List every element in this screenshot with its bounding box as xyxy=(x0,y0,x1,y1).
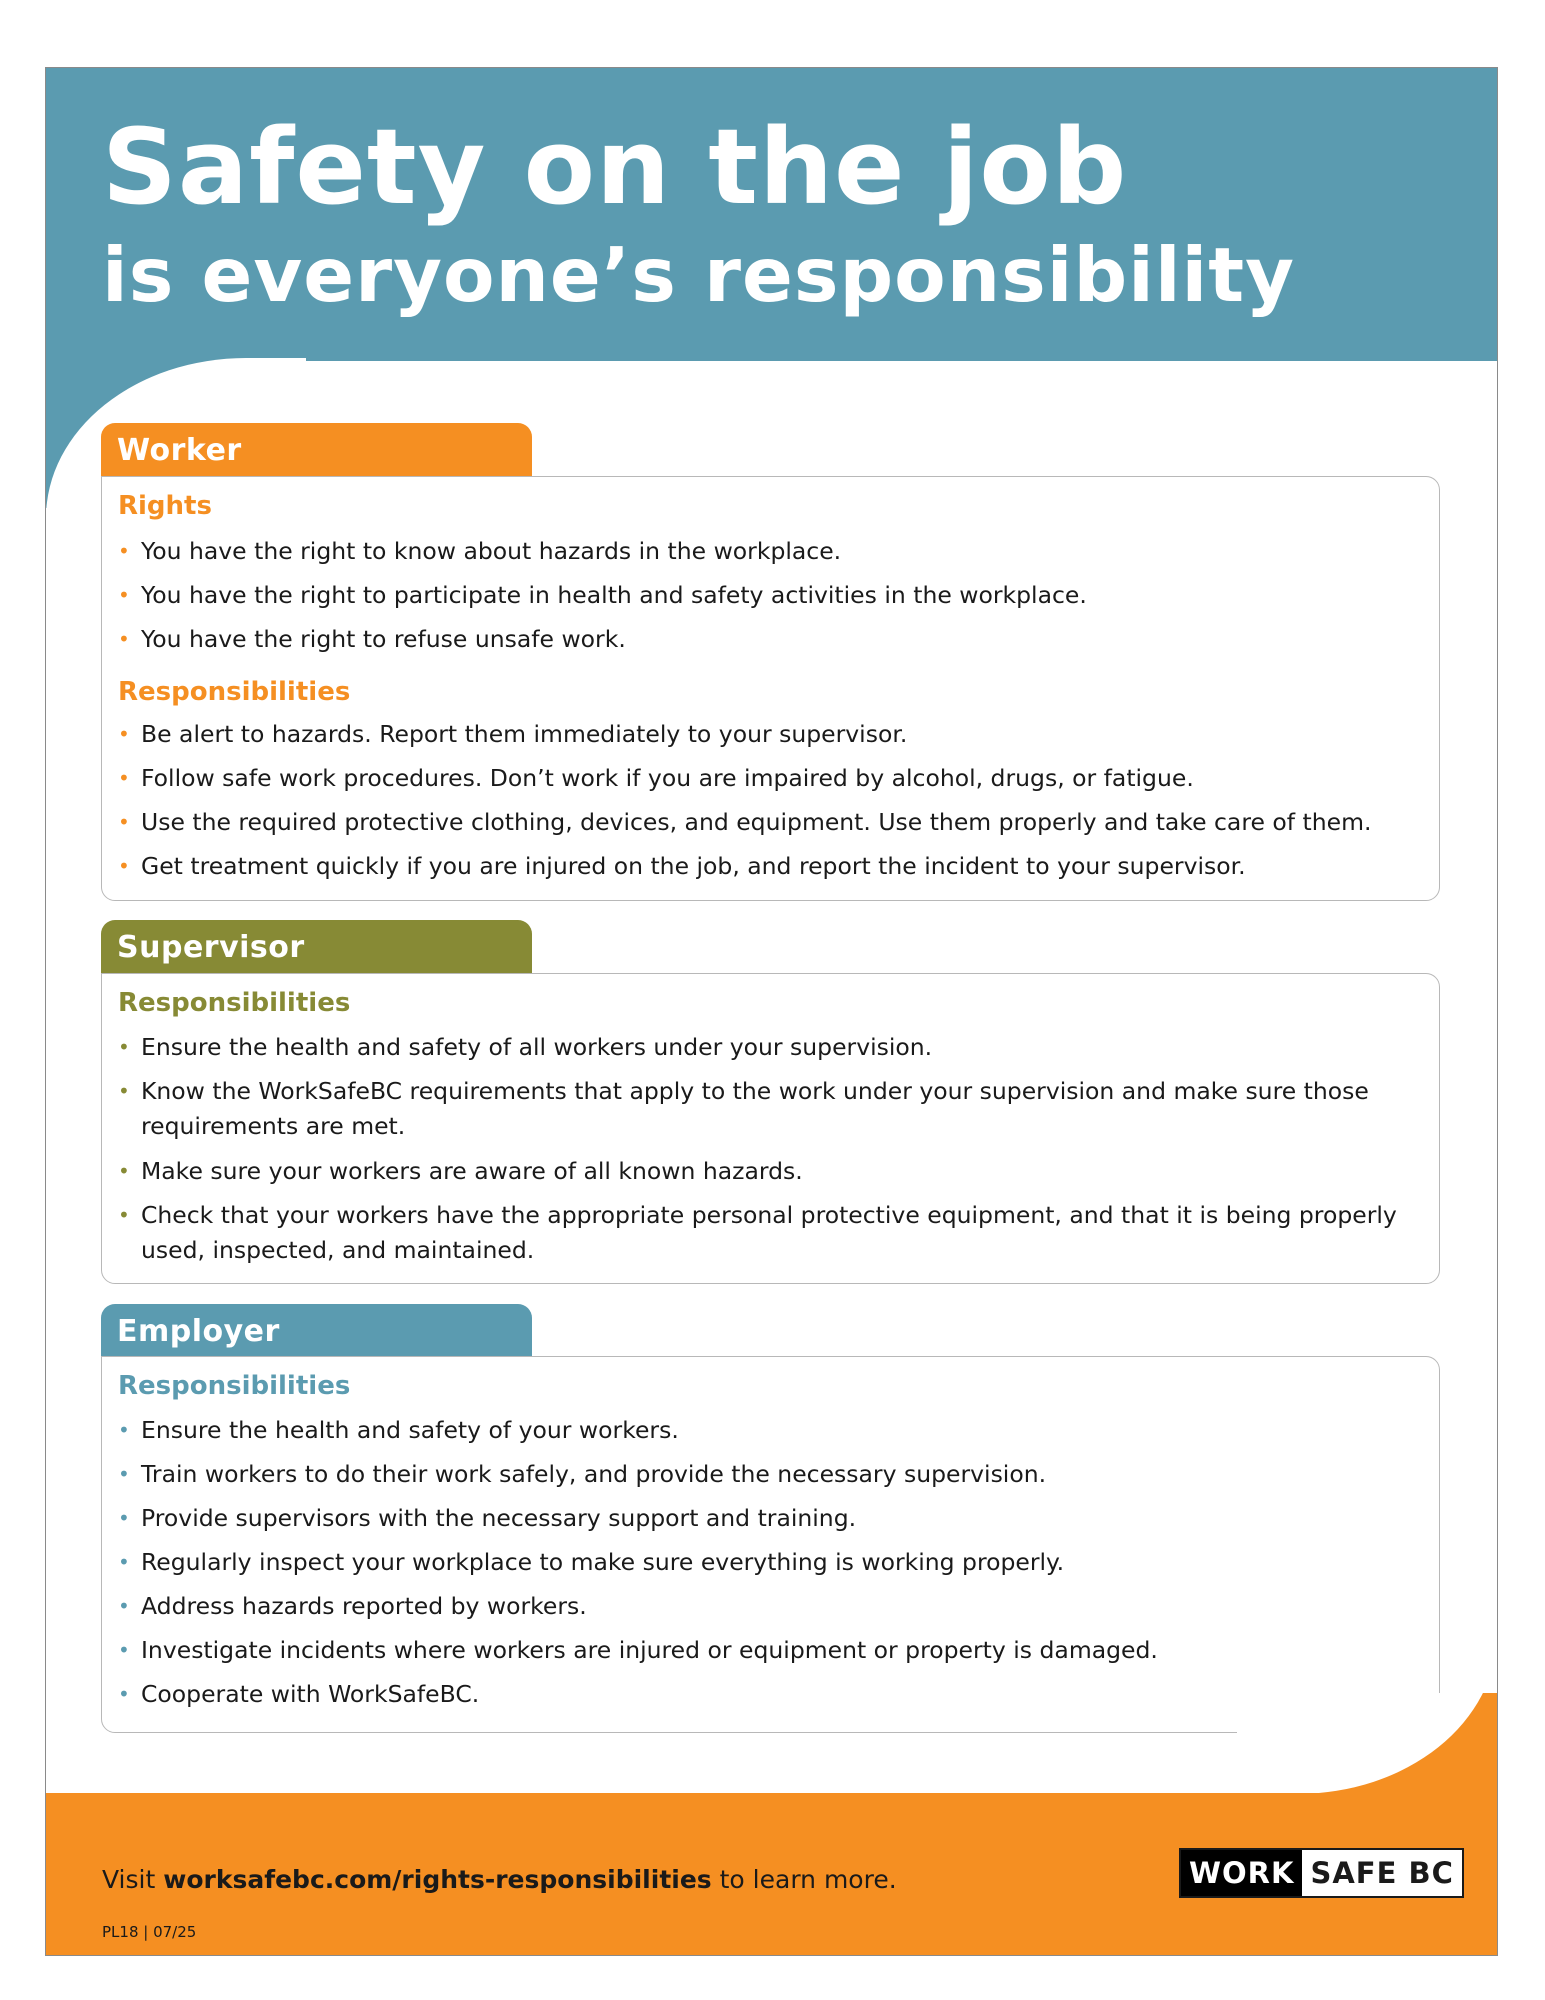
list-item: Know the WorkSafeBC requirements that apply to the work under your supervision and make sure those requirements are met. xyxy=(141,1077,1369,1140)
worksafebc-logo xyxy=(1179,1848,1464,1898)
list-item: Address hazards reported by workers. xyxy=(141,1592,587,1620)
bullet: • xyxy=(118,1638,130,1662)
list-item: Follow safe work procedures. Don’t work if you are impaired by alcohol, drugs, or fatigue. xyxy=(141,764,1194,792)
bullet: • xyxy=(118,1079,130,1103)
worker-rights-heading: Rights xyxy=(118,491,212,521)
poster xyxy=(45,67,1498,1956)
footer-visit-text xyxy=(102,1865,897,1894)
list-item: Ensure the health and safety of all workers under your supervision. xyxy=(141,1033,933,1061)
list-item: Ensure the health and safety of your workers. xyxy=(141,1416,679,1444)
list-item: Get treatment quickly if you are injured on the job, and report the incident to your supervisor. xyxy=(141,852,1246,880)
document-code: PL18 | 07/25 xyxy=(102,1923,197,1941)
bullet: • xyxy=(118,539,130,563)
list-item: You have the right to participate in health and safety activities in the workplace. xyxy=(141,581,1087,609)
bullet: • xyxy=(118,1682,130,1706)
visit-link[interactable]: worksafebc.com/rights-responsibilities xyxy=(163,1865,712,1894)
employer-tab: Employer xyxy=(101,1304,532,1358)
list-item: Check that your workers have the appropriate personal protective equipment, and that it is being properly used, inspected, and maintained. xyxy=(141,1201,1397,1264)
bullet: • xyxy=(118,1462,130,1486)
page-title: Safety on the job xyxy=(102,106,1128,228)
bullet: • xyxy=(118,722,130,746)
bullet: • xyxy=(118,1035,130,1059)
supervisor-section xyxy=(101,973,1440,1284)
list-item: Regularly inspect your workplace to make sure everything is working properly. xyxy=(141,1548,1065,1576)
supervisor-responsibilities-heading: Responsibilities xyxy=(118,988,351,1018)
visit-prefix: Visit xyxy=(102,1865,156,1894)
bullet: • xyxy=(118,810,130,834)
visit-suffix: to learn more. xyxy=(719,1865,897,1894)
bullet: • xyxy=(118,1418,130,1442)
bullet: • xyxy=(118,1506,130,1530)
bullet: • xyxy=(118,1550,130,1574)
list-item: Be alert to hazards. Report them immediately to your supervisor. xyxy=(141,720,908,748)
employer-responsibilities-heading: Responsibilities xyxy=(118,1371,351,1401)
bullet: • xyxy=(118,854,130,878)
bullet: • xyxy=(118,1594,130,1618)
bullet: • xyxy=(118,583,130,607)
page-subtitle: is everyone’s responsibility xyxy=(102,231,1295,319)
list-item: Train workers to do their work safely, and provide the necessary supervision. xyxy=(141,1460,1047,1488)
bullet: • xyxy=(118,1203,130,1227)
logo-work: WORK xyxy=(1181,1850,1302,1896)
header-band xyxy=(46,68,1497,361)
employer-section xyxy=(101,1356,1440,1733)
bullet: • xyxy=(118,766,130,790)
bullet: • xyxy=(118,627,130,651)
bullet: • xyxy=(118,1159,130,1183)
logo-safe-bc: SAFE BC xyxy=(1302,1850,1461,1896)
list-item: Cooperate with WorkSafeBC. xyxy=(141,1680,480,1708)
list-item: Use the required protective clothing, devices, and equipment. Use them properly and take care of them. xyxy=(141,808,1372,836)
worker-section xyxy=(101,476,1440,901)
footer-curve xyxy=(1237,1693,1497,1794)
list-item: Investigate incidents where workers are injured or equipment or property is damaged. xyxy=(141,1636,1158,1664)
list-item: Make sure your workers are aware of all known hazards. xyxy=(141,1157,803,1185)
list-item: You have the right to know about hazards in the workplace. xyxy=(141,537,842,565)
list-item: Provide supervisors with the necessary support and training. xyxy=(141,1504,857,1532)
worker-tab: Worker xyxy=(101,423,532,477)
supervisor-tab: Supervisor xyxy=(101,920,532,974)
worker-responsibilities-heading: Responsibilities xyxy=(118,677,351,707)
list-item: You have the right to refuse unsafe work. xyxy=(141,625,626,653)
